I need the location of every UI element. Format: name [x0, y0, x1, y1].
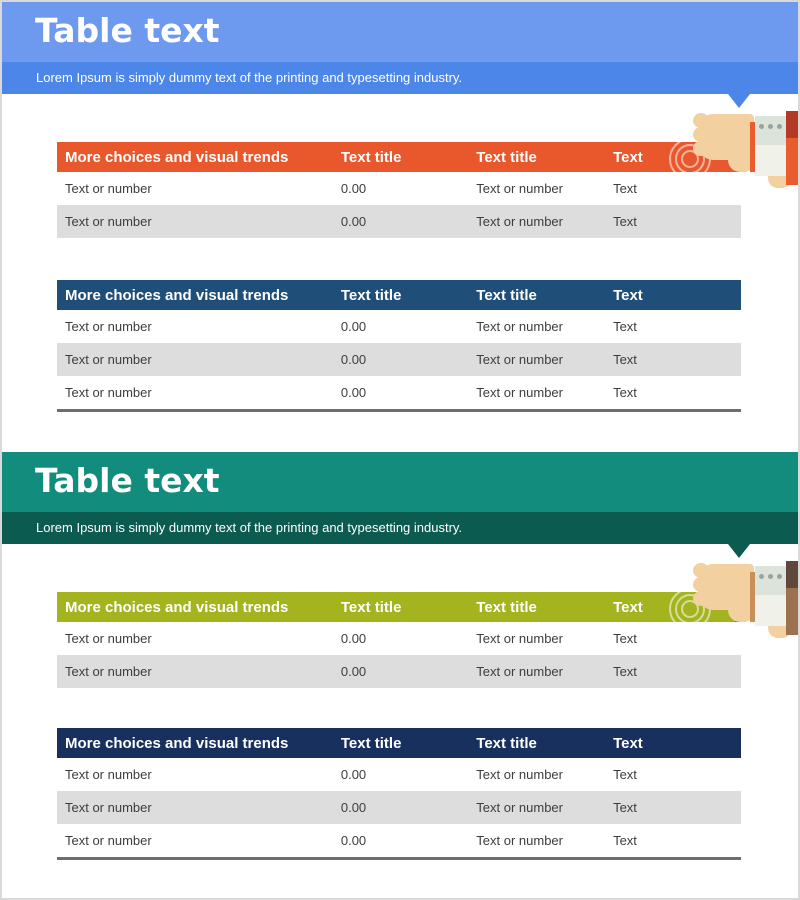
banner-subtitle-band: [2, 512, 798, 544]
table-row: [57, 622, 741, 655]
table-header-row[interactable]: [57, 592, 741, 622]
cell: 0.00: [340, 319, 367, 334]
cell: Text or number: [476, 214, 563, 229]
cell: Text: [613, 833, 637, 848]
cell: Text or number: [476, 352, 563, 367]
cell: Text or number: [476, 664, 563, 679]
pointing-hand-icon: [660, 108, 800, 200]
cell: 0.00: [340, 352, 367, 367]
speech-pointer-icon: [728, 544, 750, 558]
section-subtitle: Lorem Ipsum is simply dummy text of the printing and typesetting industry.: [36, 520, 463, 535]
header-cell: More choices and visual trends: [65, 598, 289, 616]
cell: Text or number: [65, 767, 152, 782]
header-cell: Text title: [340, 148, 402, 166]
header-cell: Text: [613, 734, 643, 752]
cell: Text or number: [65, 214, 152, 229]
table-bottom-rule: [57, 857, 741, 860]
banner-subtitle-band: [2, 62, 798, 94]
cell: 0.00: [340, 385, 367, 400]
cell: 0.00: [340, 631, 367, 646]
header-cell: More choices and visual trends: [65, 148, 289, 166]
sleeve-bottom: [786, 588, 800, 635]
cell: Text: [613, 181, 637, 196]
hand-knuckle: [693, 577, 709, 592]
cell: Text: [613, 214, 637, 229]
cuff-dot: [768, 124, 773, 129]
cell: Text: [613, 352, 637, 367]
cell: Text: [613, 800, 637, 815]
table-row: [57, 824, 741, 857]
cell: Text or number: [476, 631, 563, 646]
hand-knuckle: [693, 563, 709, 578]
header-cell: Text: [613, 148, 643, 166]
table-row: [57, 310, 741, 343]
speech-pointer-icon: [728, 94, 750, 108]
table-orange: [57, 142, 741, 238]
table-row: [57, 655, 741, 688]
shirt-cuff: [755, 145, 786, 176]
header-cell: Text title: [476, 734, 537, 752]
shirt-cuff: [755, 116, 786, 145]
table-green: [57, 592, 741, 688]
shirt-sleeve: [786, 561, 800, 635]
cell: 0.00: [340, 664, 367, 679]
table-header-row: [57, 280, 741, 310]
cuff-dot: [768, 574, 773, 579]
cell: Text: [613, 767, 637, 782]
cell: Text or number: [65, 664, 152, 679]
cell: Text or number: [65, 631, 152, 646]
cuff-dot: [777, 574, 782, 579]
cell: Text or number: [65, 181, 152, 196]
cell: 0.00: [340, 800, 367, 815]
table-row: [57, 758, 741, 791]
cell: Text or number: [65, 800, 152, 815]
hand-knuckle: [693, 591, 709, 606]
cell: 0.00: [340, 214, 367, 229]
header-cell: Text title: [476, 598, 537, 616]
table-darknavy: [57, 728, 741, 860]
cuff-dot: [759, 124, 764, 129]
sleeve-top: [786, 561, 800, 588]
cell: Text or number: [65, 833, 152, 848]
cell: Text or number: [65, 352, 152, 367]
hand-knuckle: [693, 141, 709, 156]
section-subtitle: Lorem Ipsum is simply dummy text of the printing and typesetting industry.: [36, 70, 463, 85]
cell: Text or number: [476, 767, 563, 782]
banner-title-band: [2, 2, 798, 62]
header-cell: Text title: [476, 286, 537, 304]
cell: Text: [613, 664, 637, 679]
table-bottom-rule: [57, 409, 741, 412]
header-cell: Text: [613, 286, 643, 304]
header-cell: More choices and visual trends: [65, 734, 289, 752]
shirt-cuff: [755, 566, 786, 595]
cell: 0.00: [340, 181, 367, 196]
table-row: [57, 791, 741, 824]
shirt-cuff: [755, 595, 786, 626]
cell: Text: [613, 631, 637, 646]
cell: Text or number: [65, 385, 152, 400]
header-cell: Text: [613, 598, 643, 616]
cuff-dot: [777, 124, 782, 129]
section-title: Table text: [35, 461, 220, 500]
sleeve-bottom: [786, 138, 800, 185]
pointing-hand-icon: [660, 558, 800, 650]
cell: Text or number: [65, 319, 152, 334]
table-row: [57, 343, 741, 376]
hand-knuckle: [693, 113, 709, 128]
cell: 0.00: [340, 833, 367, 848]
shirt-sleeve: [786, 111, 800, 185]
header-cell: Text title: [340, 286, 402, 304]
table-row: [57, 376, 741, 409]
banner-title-band: [2, 452, 798, 512]
cuff-dot: [759, 574, 764, 579]
table-row: [57, 172, 741, 205]
cell: Text or number: [476, 385, 563, 400]
cell: Text or number: [476, 319, 563, 334]
table-header-row: [57, 728, 741, 758]
table-row: [57, 205, 741, 238]
header-cell: Text title: [340, 598, 402, 616]
cell: Text: [613, 385, 637, 400]
table-navy: [57, 280, 741, 412]
section-title: Table text: [35, 11, 220, 50]
header-cell: Text title: [340, 734, 402, 752]
header-cell: More choices and visual trends: [65, 286, 289, 304]
cell: Text or number: [476, 181, 563, 196]
cell: 0.00: [340, 767, 367, 782]
cell: Text: [613, 319, 637, 334]
cell: Text or number: [476, 800, 563, 815]
cell: Text or number: [476, 833, 563, 848]
header-cell: Text title: [476, 148, 537, 166]
sleeve-top: [786, 111, 800, 138]
table-header-row[interactable]: [57, 142, 741, 172]
hand-knuckle: [693, 127, 709, 142]
